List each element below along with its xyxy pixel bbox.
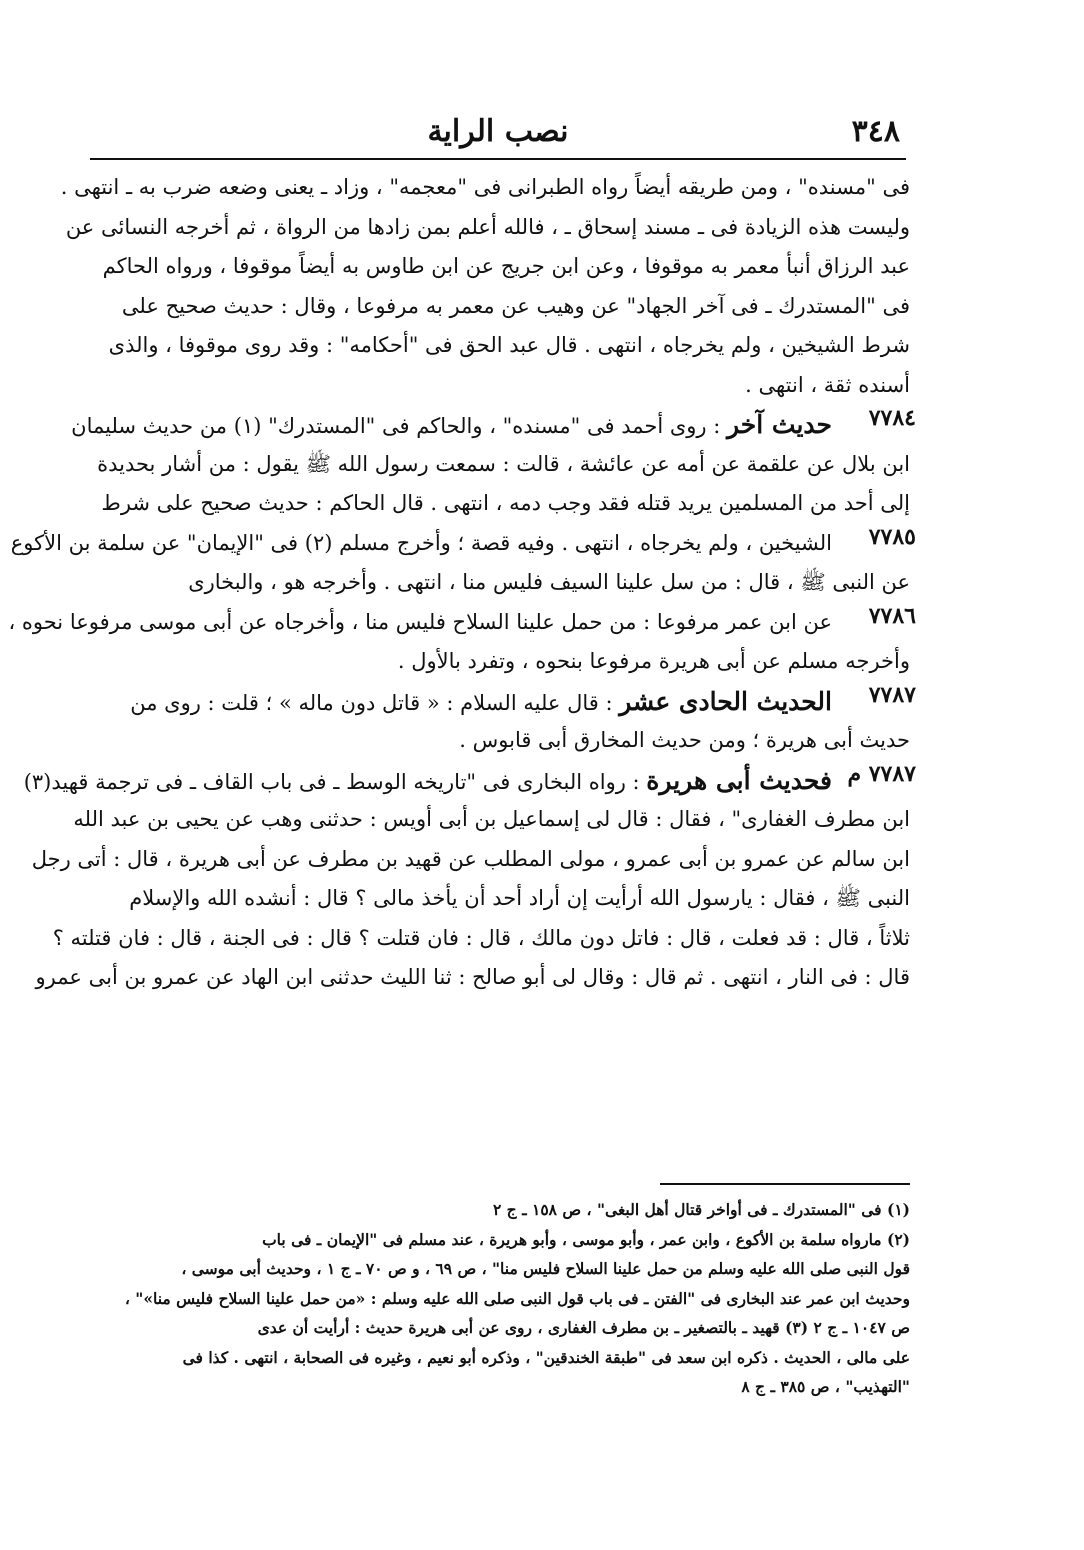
entry-heading: الحديث الحادى عشر — [619, 686, 832, 716]
footnote-line: قول النبى صلى الله عليه وسلم من حمل علينا السلاح فليس منا" ، ص ٦٩ ، و ص ٧٠ ـ ج ١ ، وحديث أبى موسى ، — [181, 1259, 910, 1278]
text-line: عبد الرزاق أنبأ معمر به موقوفا ، وعن ابن جريج عن ابن طاوس به أيضاً موقوفا ، ورواه الحاكم — [102, 254, 910, 278]
text-line: قال : فى النار ، انتهى . ثم قال : وقال لى أبو صالح : ثنا الليث حدثنى ابن الهاد عن عمرو بن أبى عمرو — [35, 965, 910, 989]
text-line: ابن بلال عن علقمة عن أمه عن عائشة ، قالت : سمعت رسول الله ﷺ يقول : من أشار بحديدة — [97, 451, 910, 476]
text-line: فى "مسنده" ، ومن طريقه أيضاً رواه الطبرانى فى "معجمه" ، وزاد ـ يعنى وضعه ضرب به ـ انتهى . — [60, 175, 910, 199]
footnote-line: وحديث ابن عمر عند البخارى فى "الفتن ـ فى باب قول النبى صلى الله عليه وسلم : «من حمل علينا السلاح فليس منا»" ، — [124, 1288, 910, 1308]
footnotes — [88, 1195, 910, 1402]
entry-number: ٧٧٨٤ — [868, 405, 916, 431]
entry-heading: فحديث أبى هريرة — [646, 765, 832, 795]
page-header — [90, 108, 906, 158]
text-line: إلى أحد من المسلمين يريد قتله فقد وجب دمه ، انتهى . قال الحاكم : حديث صحيح على شرط — [101, 491, 910, 515]
footnote-line: ص ١٠٤٧ ـ ج ٢ (٣) قهيد ـ بالتصغير ـ بن مطرف الغفارى ، روى عن أبى هريرة حديث : أرأيت أن عدى — [257, 1318, 910, 1337]
header-rule — [90, 158, 906, 160]
text-line: أسنده ثقة ، انتهى . — [745, 372, 910, 397]
text-line: ابن سالم عن عمرو بن أبى عمرو ، مولى المطلب عن قهيد بن مطرف عن أبى هريرة ، قال : أتى رجل — [31, 846, 910, 871]
text-line: وليست هذه الزيادة فى ـ مسند إسحاق ـ ، فالله أعلم بمن زادها من الرواة ، ثم أخرجه النسائى عن — [65, 214, 910, 239]
entry-first-line — [90, 682, 910, 722]
text-line: حديث أبى هريرة ؛ ومن حديث المخارق أبى قابوس . — [459, 728, 910, 752]
text-line: عن النبى ﷺ ، قال : من سل علينا السيف فليس منا ، انتهى . وأخرجه هو ، والبخارى — [188, 570, 910, 594]
running-title: نصب الراية — [427, 114, 569, 149]
entry-text: : قال عليه السلام : « قاتل دون ماله » ؛ قلت : روى من — [130, 690, 620, 715]
page-number: ٣٤٨ — [851, 114, 900, 149]
hadith-entry — [8, 602, 916, 682]
entry-heading: حديث آخر — [727, 410, 832, 439]
entry-number: ٧٧٨٧ — [868, 681, 916, 708]
entry-number: ٧٧٨٥ — [868, 523, 916, 550]
entry-number: ٧٧٨٦ — [868, 602, 916, 629]
hadith-entry — [90, 681, 916, 761]
text-line: النبى ﷺ ، فقال : يارسول الله أرأيت إن أراد أحد أن يأخذ مالى ؟ قال : أنشده الله والإسلام — [129, 886, 910, 910]
entry-text: : رواه البخارى فى "تاريخه الوسط ـ فى باب القاف ـ فى ترجمة قهيد(٣) — [23, 769, 647, 794]
hadith-entry — [10, 523, 916, 603]
text-line: ابن مطرف الغفارى" ، فقال : قال لى إسماعيل بن أبى أويس : حدثنى وهب عن يحيى بن عبد الله — [73, 807, 910, 831]
entry-text: : روى أحمد فى "مسنده" ، والحاكم فى "المستدرك" (١) من حديث سليمان — [71, 414, 728, 438]
entry-number: ٧٧٨٧ م — [847, 760, 916, 787]
text-line: ثلاثاً ، قال : قد فعلت ، قال : فاتل دون مالك ، قال : فان قتلت ؟ قال : فى الجنة ، قال : فان قتلته ؟ — [52, 925, 910, 950]
footnote-line: "التهذيب" ، ص ٣٨٥ ـ ج ٨ — [741, 1377, 910, 1396]
hadith-entry — [23, 760, 916, 998]
entry-first-line — [8, 603, 910, 643]
text-line: وأخرجه مسلم عن أبى هريرة مرفوعا بنحوه ، وتفرد بالأول . — [397, 649, 910, 673]
hadith-entry — [71, 405, 916, 524]
footnote-rule — [660, 1183, 910, 1185]
footnote-line: على مالى ، الحديث . ذكره ابن سعد فى "طبقة الخندقين" ، وذكره أبو نعيم ، وغيره فى الصحابة ، انتهى . كذا فى — [182, 1347, 910, 1367]
text-line: شرط الشيخين ، ولم يخرجاه ، انتهى . قال عبد الحق فى "أحكامه" : وقد روى موقوفا ، والذى — [108, 333, 910, 357]
entry-text: عن ابن عمر مرفوعا : من حمل علينا السلاح فليس منا ، وأخرجاه عن أبى موسى مرفوعا نحوه ، — [8, 609, 832, 634]
main-text — [8, 168, 916, 998]
entry-first-line — [10, 524, 910, 564]
entry-first-line — [23, 761, 910, 801]
entry-first-line — [71, 405, 910, 445]
footnote-line: (٢) مارواه سلمة بن الأكوع ، وابن عمر ، وأبو موسى ، وأبو هريرة ، عند مسلم فى "الإيمان ـ فى باب — [262, 1229, 910, 1249]
footnote-line: (١) فى "المستدرك ـ فى أواخر قتال أهل البغى" ، ص ١٥٨ ـ ج ٢ — [492, 1200, 910, 1219]
entry-text: الشيخين ، ولم يخرجاه ، انتهى . وفيه قصة ؛ وأخرج مسلم (٢) فى "الإيمان" عن سلمة بن الأكوع — [10, 530, 832, 555]
text-line: فى "المستدرك ـ فى آخر الجهاد" عن وهيب عن معمر به مرفوعا ، وقال : حديث صحيح على — [121, 293, 910, 318]
